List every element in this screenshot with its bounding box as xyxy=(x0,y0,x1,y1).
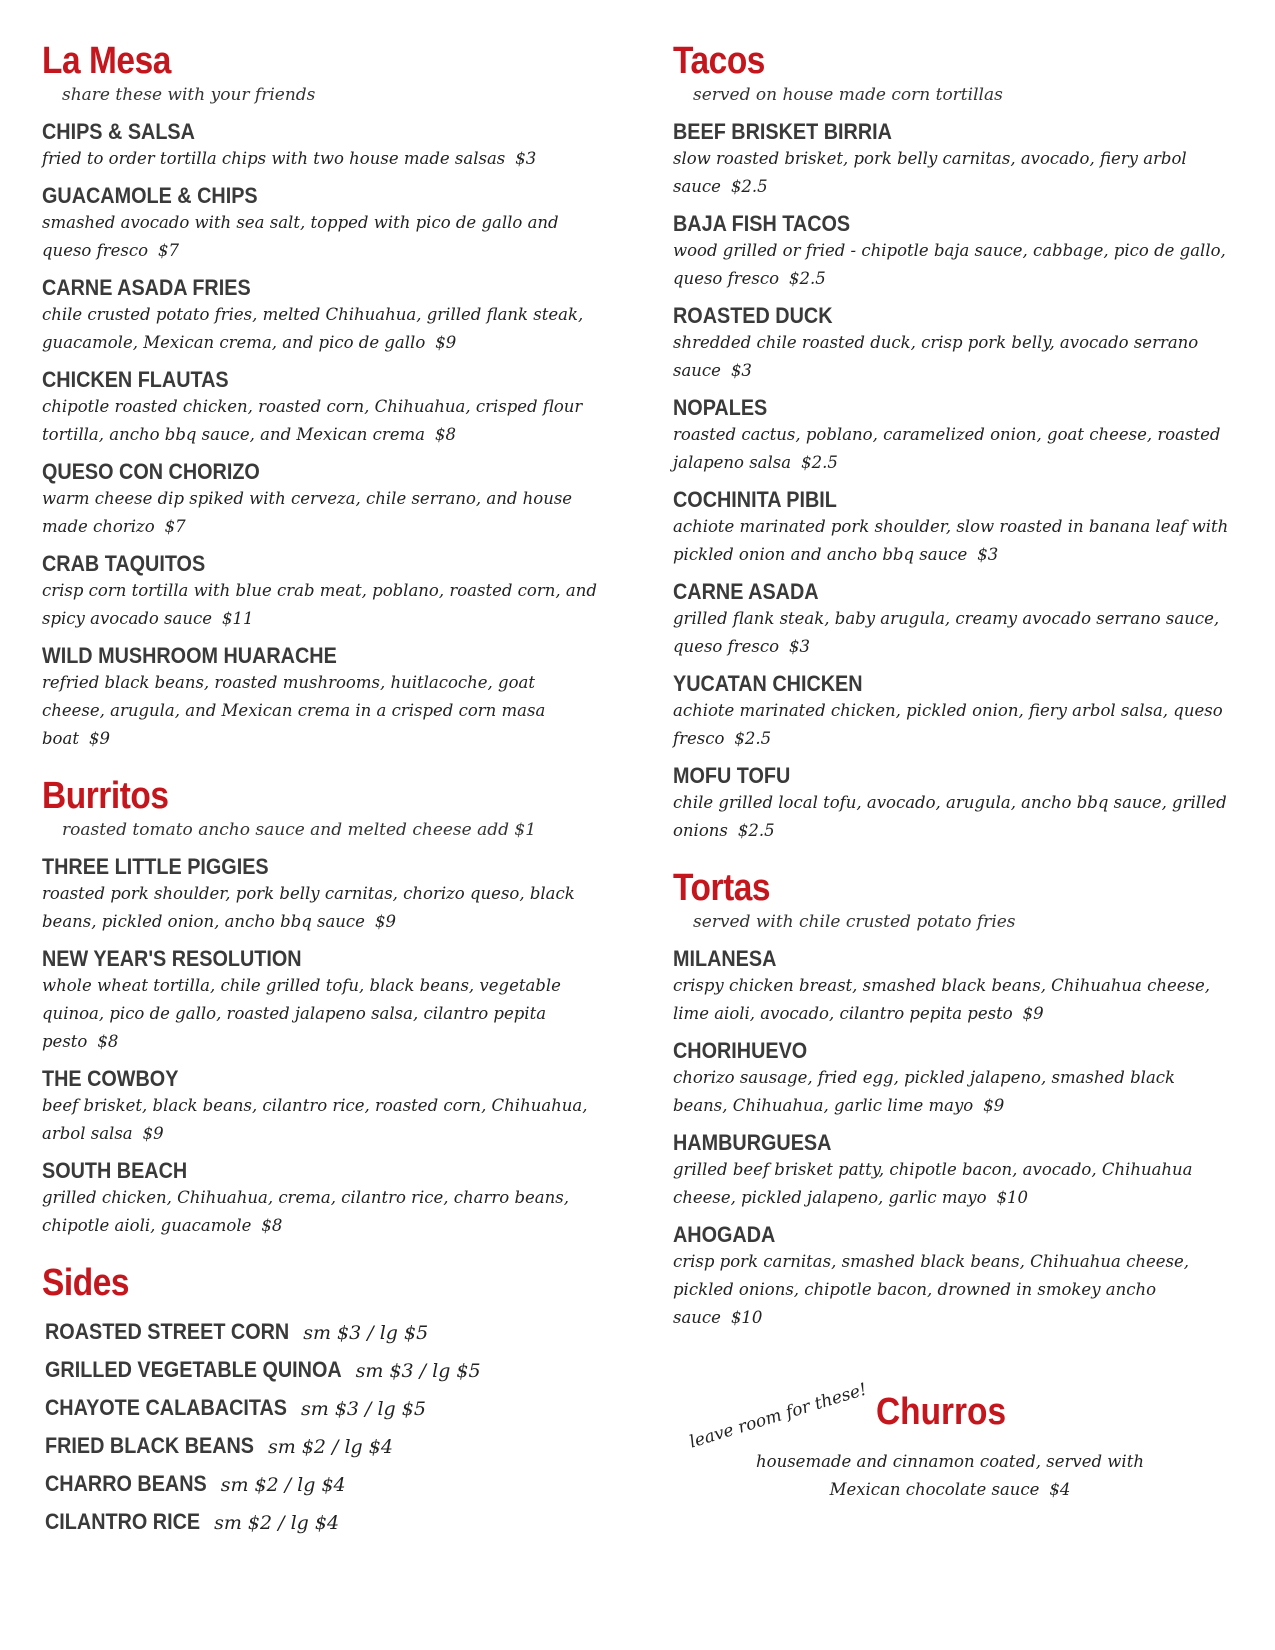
menu-section xyxy=(42,38,602,753)
side-name: CHARRO BEANS xyxy=(45,1471,207,1496)
side-item xyxy=(45,1394,602,1422)
dessert-tagline: leave room for these! xyxy=(687,1379,870,1453)
section-title: Sides xyxy=(42,1262,130,1304)
item-desc-text: roasted pork shoulder, pork belly carnitas, chorizo queso, black beans, pickled onion, ancho bbq sauce xyxy=(42,884,575,931)
menu-item xyxy=(42,550,602,633)
menu-item xyxy=(673,1129,1233,1212)
item-name: SOUTH BEACH xyxy=(42,1158,188,1183)
item-description xyxy=(673,1156,1233,1212)
left-column xyxy=(42,38,602,1556)
item-price: $9 xyxy=(983,1096,1005,1115)
item-desc-text: achiote marinated chicken, pickled onion, fiery arbol salsa, queso fresco xyxy=(673,701,1223,748)
item-description xyxy=(42,301,602,357)
item-name: YUCATAN CHICKEN xyxy=(673,671,863,696)
dessert-block xyxy=(687,1379,1210,1588)
section-subtitle: served on house made corn tortillas xyxy=(693,85,1003,105)
item-desc-text: refried black beans, roasted mushrooms, huitlacoche, goat cheese, arugula, and Mexican crema in a crisped corn masa boat xyxy=(42,673,546,748)
side-price: sm $3 / lg $5 xyxy=(355,1360,481,1382)
menu-section xyxy=(673,38,1233,845)
section-subtitle: served with chile crusted potato fries xyxy=(693,912,1016,932)
item-price: $3 xyxy=(515,149,537,168)
menu-item xyxy=(673,394,1233,477)
dessert-title: Churros xyxy=(876,1391,1007,1433)
item-name: GUACAMOLE & CHIPS xyxy=(42,183,258,208)
item-name: MOFU TOFU xyxy=(673,763,791,788)
item-name: NEW YEAR'S RESOLUTION xyxy=(42,946,302,971)
item-price: $8 xyxy=(97,1032,119,1051)
item-desc-text: slow roasted brisket, pork belly carnitas, avocado, fiery arbol sauce xyxy=(673,149,1187,196)
menu-item xyxy=(42,182,602,265)
item-description xyxy=(42,669,602,753)
item-name: CHICKEN FLAUTAS xyxy=(42,367,229,392)
item-description xyxy=(673,605,1233,661)
item-name: ROASTED DUCK xyxy=(673,303,833,328)
item-desc-text: crisp corn tortilla with blue crab meat, poblano, roasted corn, and spicy avocado sauce xyxy=(42,581,597,628)
item-desc-text: roasted cactus, poblano, caramelized onion, goat cheese, roasted jalapeno salsa xyxy=(673,425,1221,472)
item-name: CRAB TAQUITOS xyxy=(42,551,206,576)
item-desc-text: chorizo sausage, fried egg, pickled jalapeno, smashed black beans, Chihuahua, garlic lime mayo xyxy=(673,1068,1176,1115)
section-title: Tortas xyxy=(673,867,771,909)
item-desc-text: chile crusted potato fries, melted Chihuahua, grilled flank steak, guacamole, Mexican crema, and pico de gallo xyxy=(42,305,584,352)
item-price: $9 xyxy=(88,729,110,748)
menu-item xyxy=(42,274,602,357)
item-price: $9 xyxy=(1022,1004,1044,1023)
item-description xyxy=(673,789,1233,845)
item-name: MILANESA xyxy=(673,946,777,971)
item-description xyxy=(42,145,602,173)
section-title: La Mesa xyxy=(42,40,171,82)
item-description xyxy=(42,1184,602,1240)
menu-item xyxy=(42,118,602,173)
menu-item xyxy=(42,642,602,753)
dessert-desc-text: housemade and cinnamon coated, served with Mexican chocolate sauce xyxy=(756,1452,1144,1499)
item-description xyxy=(42,485,602,541)
side-item xyxy=(45,1356,602,1384)
item-price: $2.5 xyxy=(734,729,772,748)
item-description xyxy=(673,1248,1233,1332)
item-name: CARNE ASADA xyxy=(673,579,819,604)
item-name: CHIPS & SALSA xyxy=(42,119,195,144)
item-desc-text: crisp pork carnitas, smashed black beans, Chihuahua cheese, pickled onions, chipotle bacon, drowned in smokey ancho sauce xyxy=(673,1252,1189,1327)
item-price: $9 xyxy=(374,912,396,931)
item-description xyxy=(42,577,602,633)
dessert-description xyxy=(730,1448,1170,1504)
item-price: $3 xyxy=(789,637,811,656)
menu-item xyxy=(673,945,1233,1028)
menu-section xyxy=(673,865,1233,1332)
section-title: Burritos xyxy=(42,775,169,817)
menu-item xyxy=(673,118,1233,201)
item-price: $2.5 xyxy=(801,453,838,472)
item-price: $2.5 xyxy=(730,177,768,196)
item-name: HAMBURGUESA xyxy=(673,1130,832,1155)
item-description xyxy=(42,972,602,1056)
item-description xyxy=(42,880,602,936)
item-desc-text: shredded chile roasted duck, crisp pork belly, avocado serrano sauce xyxy=(673,333,1199,380)
menu-item xyxy=(42,853,602,936)
item-description xyxy=(42,209,602,265)
item-price: $7 xyxy=(164,517,186,536)
item-name: WILD MUSHROOM HUARACHE xyxy=(42,643,337,668)
item-description xyxy=(673,145,1233,201)
item-description xyxy=(673,1064,1233,1120)
item-desc-text: chipotle roasted chicken, roasted corn, Chihuahua, crisped flour tortilla, ancho bbq sauce, and Mexican crema xyxy=(42,397,583,444)
menu-item xyxy=(673,670,1233,753)
item-name: CHORIHUEVO xyxy=(673,1038,808,1063)
menu-item xyxy=(673,302,1233,385)
item-description xyxy=(673,972,1233,1028)
side-item xyxy=(45,1432,602,1460)
side-name: GRILLED VEGETABLE QUINOA xyxy=(45,1357,342,1382)
item-description xyxy=(42,1092,602,1148)
item-desc-text: grilled beef brisket patty, chipotle bacon, avocado, Chihuahua cheese, pickled jalapeno, garlic mayo xyxy=(673,1160,1193,1207)
item-description xyxy=(673,329,1233,385)
section-subtitle: roasted tomato ancho sauce and melted cheese add $1 xyxy=(62,820,537,840)
item-description xyxy=(673,421,1233,477)
item-price: $3 xyxy=(977,545,999,564)
side-price: sm $3 / lg $5 xyxy=(303,1322,429,1344)
item-price: $10 xyxy=(996,1188,1029,1207)
menu-item xyxy=(42,458,602,541)
item-desc-text: whole wheat tortilla, chile grilled tofu, black beans, vegetable quinoa, pico de gallo, roasted jalapeno salsa, cilantro pepita pesto xyxy=(42,976,561,1051)
item-desc-text: grilled flank steak, baby arugula, creamy avocado serrano sauce, queso fresco xyxy=(673,609,1220,656)
menu-item xyxy=(42,366,602,449)
item-desc-text: crispy chicken breast, smashed black beans, Chihuahua cheese, lime aioli, avocado, cilantro pepita pesto xyxy=(673,976,1211,1023)
item-desc-text: achiote marinated pork shoulder, slow roasted in banana leaf with pickled onion and ancho bbq sauce xyxy=(673,517,1229,564)
sides-section xyxy=(42,1260,602,1536)
item-price: $7 xyxy=(158,241,180,260)
item-price: $2.5 xyxy=(737,821,775,840)
item-name: BAJA FISH TACOS xyxy=(673,211,851,236)
menu-item xyxy=(673,1037,1233,1120)
item-price: $2.5 xyxy=(789,269,826,288)
menu-item xyxy=(673,1221,1233,1332)
item-name: COCHINITA PIBIL xyxy=(673,487,837,512)
item-price: $3 xyxy=(730,361,752,380)
item-price: $9 xyxy=(142,1124,164,1143)
item-name: QUESO CON CHORIZO xyxy=(42,459,260,484)
side-name: CILANTRO RICE xyxy=(45,1509,201,1534)
side-price: sm $2 / lg $4 xyxy=(214,1512,340,1534)
item-name: CARNE ASADA FRIES xyxy=(42,275,251,300)
item-description xyxy=(42,393,602,449)
side-item xyxy=(45,1470,602,1498)
menu-item xyxy=(42,945,602,1056)
side-item xyxy=(45,1508,602,1536)
side-price: sm $3 / lg $5 xyxy=(301,1398,426,1420)
item-desc-text: smashed avocado with sea salt, topped with pico de gallo and queso fresco xyxy=(42,213,559,260)
item-desc-text: wood grilled or fried - chipotle baja sauce, cabbage, pico de gallo, queso fresco xyxy=(673,241,1226,288)
menu-item xyxy=(673,486,1233,569)
item-description xyxy=(673,697,1233,753)
side-price: sm $2 / lg $4 xyxy=(220,1474,346,1496)
side-name: ROASTED STREET CORN xyxy=(45,1319,290,1344)
side-name: FRIED BLACK BEANS xyxy=(45,1433,255,1458)
item-price: $8 xyxy=(261,1216,283,1235)
item-price: $11 xyxy=(221,609,254,628)
right-column xyxy=(673,38,1233,1352)
item-description xyxy=(673,237,1233,293)
item-desc-text: chile grilled local tofu, avocado, arugula, ancho bbq sauce, grilled onions xyxy=(673,793,1227,840)
item-name: THREE LITTLE PIGGIES xyxy=(42,854,269,879)
menu-item xyxy=(673,210,1233,293)
item-desc-text: fried to order tortilla chips with two house made salsas xyxy=(42,149,506,168)
item-price: $9 xyxy=(435,333,457,352)
item-desc-text: beef brisket, black beans, cilantro rice, roasted corn, Chihuahua, arbol salsa xyxy=(42,1096,588,1143)
dessert-price: $4 xyxy=(1049,1480,1071,1499)
menu-item xyxy=(673,762,1233,845)
side-price: sm $2 / lg $4 xyxy=(268,1436,393,1458)
menu-item xyxy=(673,578,1233,661)
side-item xyxy=(45,1318,602,1346)
menu-item xyxy=(42,1157,602,1240)
item-desc-text: grilled chicken, Chihuahua, crema, cilantro rice, charro beans, chipotle aioli, guacamole xyxy=(42,1188,569,1235)
side-name: CHAYOTE CALABACITAS xyxy=(45,1395,288,1420)
item-name: NOPALES xyxy=(673,395,768,420)
item-price: $8 xyxy=(434,425,456,444)
item-name: AHOGADA xyxy=(673,1222,776,1247)
menu-item xyxy=(42,1065,602,1148)
menu-section xyxy=(42,773,602,1240)
item-name: THE COWBOY xyxy=(42,1066,179,1091)
section-subtitle: share these with your friends xyxy=(62,85,316,105)
section-title: Tacos xyxy=(673,40,765,82)
item-description xyxy=(673,513,1233,569)
item-price: $10 xyxy=(730,1308,763,1327)
item-desc-text: warm cheese dip spiked with cerveza, chile serrano, and house made chorizo xyxy=(42,489,573,536)
item-name: BEEF BRISKET BIRRIA xyxy=(673,119,892,144)
